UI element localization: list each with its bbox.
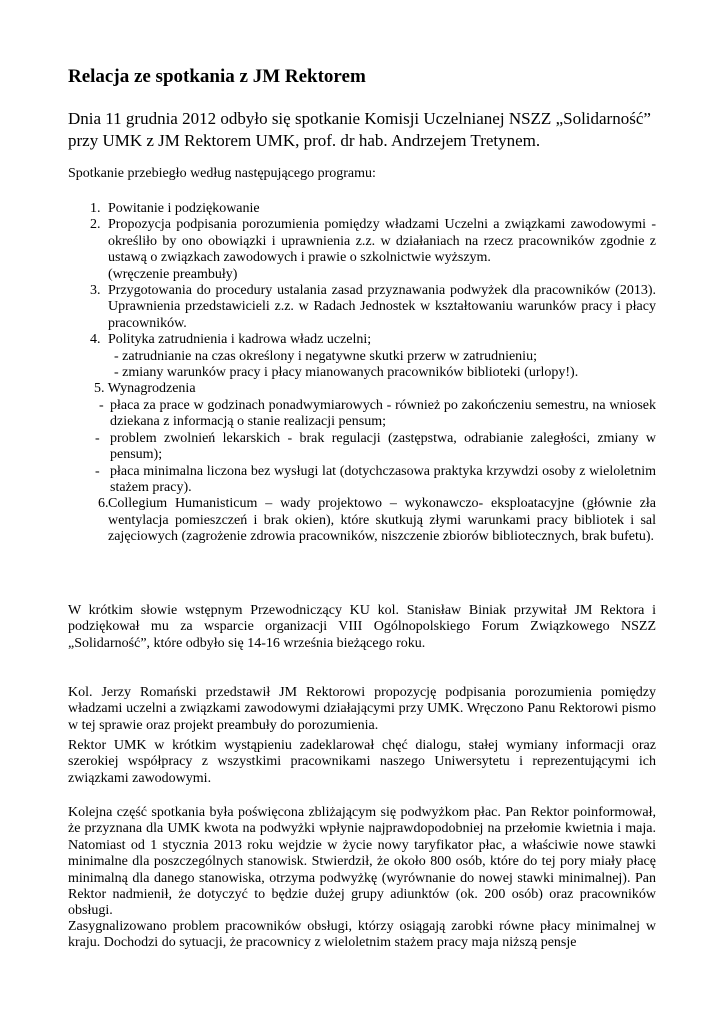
list-number: 1. xyxy=(90,201,101,216)
list-subitem: - zatrudnianie na czas określony i negatywne skutki przerw w zatrudnieniu; xyxy=(114,348,537,364)
paragraph-rector-speech: Rektor UMK w krótkim wystąpieniu zadeklarował chęć dialogu, stałej wymiany informacji oraz szerokiej współpracy z wszystkimi pracownikami naszego Uniwersytetu i reprezentującymi ich związkami zawodowymi. xyxy=(68,738,656,786)
list-subitem xyxy=(68,431,656,464)
list-subitem-text: płaca za prace w godzinach ponadwymiarowych - również po zakończeniu semestru, na wniosek dziekana z informacją o stanie realizacji pensum; xyxy=(110,397,656,430)
list-item-text: Przygotowania do procedury ustalania zasad przyznawania podwyżek dla pracowników (2013). Uprawnienia przedstawicieli z.z. w Radach Jednostek w kształtowaniu warunków pracy i płacy pracowników. xyxy=(108,283,656,331)
list-item-text: Polityka zatrudnienia i kadrowa władz uczelni; xyxy=(108,332,372,348)
list-item-text: Collegium Humanisticum – wady projektowo – wykonawczo- eksploatacyjne (głównie zła wentylacja pomieszczeń i brak okien), które skutkują złymi warunkami pracy bibliotek i sal zajęciowych (zagrożenie zdrowia pracowników, niszczenie zbiorów bibliotecznych, brak bufetu). xyxy=(108,496,656,545)
list-item-text: Powitanie i podziękowanie xyxy=(108,201,260,216)
list-number: 6. xyxy=(98,496,109,512)
document-title: Relacja ze spotkania z JM Rektorem xyxy=(68,66,366,87)
list-item xyxy=(68,201,656,217)
list-item xyxy=(68,496,656,545)
list-item xyxy=(68,217,656,283)
paragraph-agreement: Kol. Jerzy Romański przedstawił JM Rektorowi propozycję podpisania porozumienia pomiędzy władzami uczelni a związkami zawodowymi działającymi przy UMK. Wręczono Panu Rektorowi pismo w tej sprawie oraz projekt preambuły do porozumienia. xyxy=(68,685,656,733)
list-item-text: Propozycja podpisania porozumienia pomiędzy władzami Uczelni a związkami zawodowymi - określiło by ono obowiązki i uprawnienia z.z. w działaniach na rzecz pracowników zgodnie z ustawą o związkach zawodowych i prawie o szkolnictwie wyższym. xyxy=(108,217,656,266)
list-item xyxy=(68,283,656,332)
list-subitem: - zmiany warunków pracy i płacy mianowanych pracowników biblioteki (urlopy!). xyxy=(114,365,579,381)
program-intro: Spotkanie przebiegło według następującego programu: xyxy=(68,166,376,181)
list-number: 2. xyxy=(90,217,101,233)
bullet-dash: - xyxy=(99,397,104,413)
list-item-note: (wręczenie preambuły) xyxy=(108,266,238,282)
paragraph-service-staff: Zasygnalizowano problem pracowników obsługi, którzy osiągają zarobki równe płacy minimalnej w kraju. Dochodzi do sytuacji, że pracownicy z wieloletnim stażem pracy maja niższą pensje xyxy=(68,919,656,951)
bullet-dash: - xyxy=(95,463,100,479)
list-subitem xyxy=(68,464,656,497)
list-subitem-text: problem zwolnień lekarskich - brak regulacji (zastępstwa, odrabianie zaległości, zmiany w pensum); xyxy=(110,430,656,463)
document-page xyxy=(68,0,656,1024)
lead-paragraph: Dnia 11 grudnia 2012 odbyło się spotkanie Komisji Uczelnianej NSZZ „Solidarność” przy UMK z JM Rektorem UMK, prof. dr hab. Andrzejem Tretynem. xyxy=(68,109,651,150)
list-item xyxy=(68,332,656,381)
list-number: 4. xyxy=(90,332,101,348)
paragraph-welcome: W krótkim słowie wstępnym Przewodniczący KU kol. Stanisław Biniak przywitał JM Rektora i podziękował mu za wsparcie organizacji VIII Ogólnopolskiego Forum Związkowego NSZZ „Solidarność”, które odbyło się 14-16 września bieżącego roku. xyxy=(68,603,656,651)
list-subitem xyxy=(68,398,656,431)
list-item-heading: 5. Wynagrodzenia xyxy=(94,381,196,397)
list-number: 3. xyxy=(90,283,101,299)
program-list xyxy=(68,201,656,546)
bullet-dash: - xyxy=(95,430,100,446)
paragraph-pay-rise: Kolejna część spotkania była poświęcona zbliżającym się podwyżkom płac. Pan Rektor poinformował, że przyznana dla UMK kwota na podwyżki wpłynie najprawdopodobniej na przełomie kwietnia i maja. Natomiast od 1 stycznia 2013 roku wejdzie w życie nowy taryfikator płac, a właściwie nowe stawki minimalne dla poszczególnych stanowisk. Stwierdził, że około 800 osób, które do tej pory miały płacę minimalną dla danego stanowiska, otrzyma podwyżkę (wyrównanie do nowej stawki minimalnej). Pan Rektor nadmienił, że dotyczyć to będzie dużej grupy adiunktów (ok. 200 osób) oraz pracowników obsługi. xyxy=(68,805,656,919)
list-subitem-text: płaca minimalna liczona bez wysługi lat (dotychczasowa praktyka krzywdzi osoby z wieloletnim stażem pracy). xyxy=(110,463,656,495)
